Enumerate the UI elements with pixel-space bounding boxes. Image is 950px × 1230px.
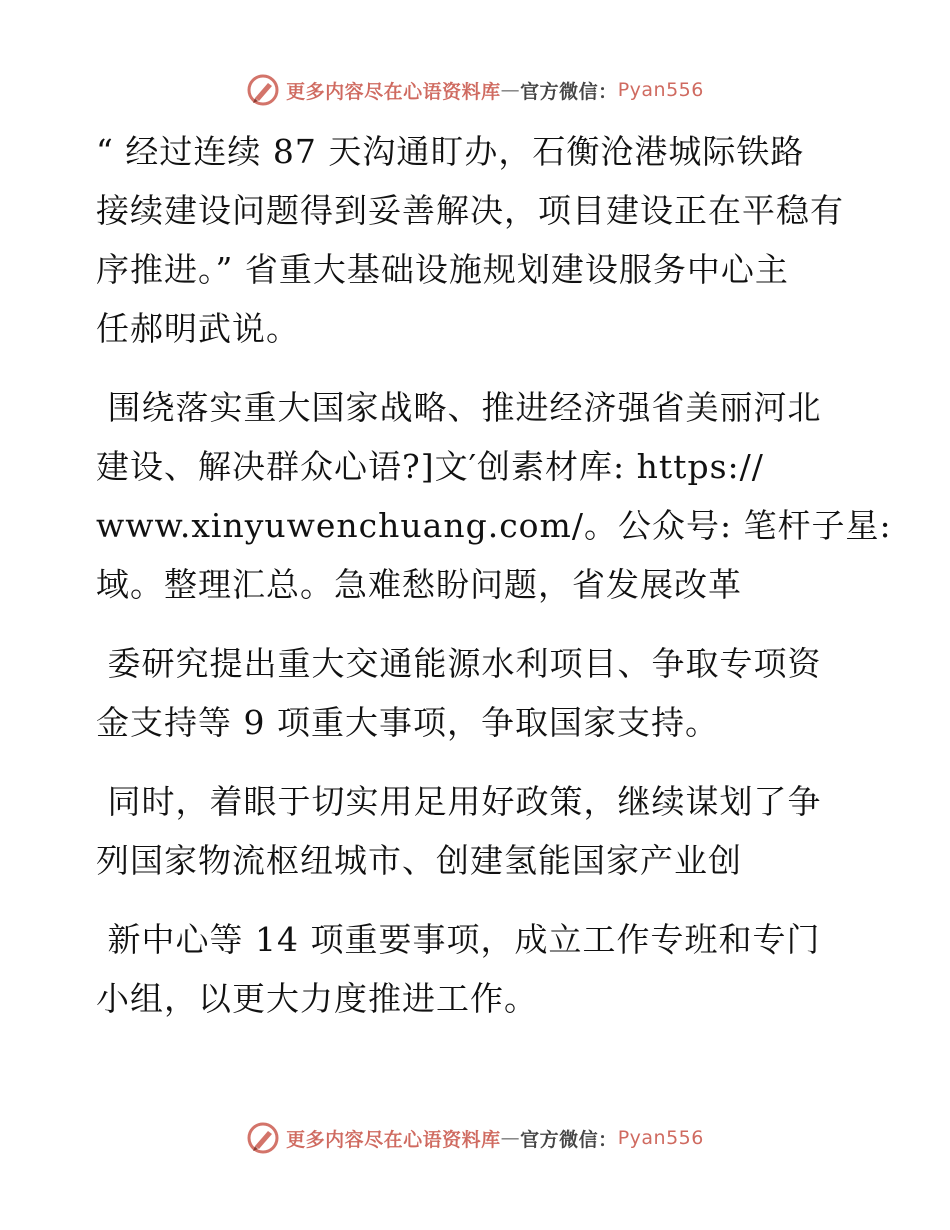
header-dash: —: [500, 79, 521, 101]
text-line: 域。整理汇总。急难愁盼问题，省发展改革: [96, 565, 742, 604]
header-banner: [0, 72, 950, 108]
text-line: 接续建设问题得到妥善解决，项目建设正在平稳有: [96, 191, 844, 230]
document-body: [96, 122, 892, 1048]
pen-logo-icon: [246, 1121, 280, 1155]
text-line: 任郝明武说。: [96, 309, 300, 348]
footer-banner: [0, 1120, 950, 1156]
paragraph: [96, 122, 856, 358]
header-brand-text: 更多内容尽在心语资料库: [286, 80, 501, 103]
footer-wechat-label: 官方微信：: [520, 1128, 618, 1151]
header-wechat-id: Pyan556: [617, 79, 704, 101]
footer-dash: —: [500, 1127, 521, 1149]
header-wechat-label: 官方微信：: [520, 80, 618, 103]
text-line: 金支持等 9 项重大事项，争取国家支持。: [96, 703, 719, 742]
paragraph: [96, 378, 892, 614]
pen-logo-icon: [246, 73, 280, 107]
text-line: 小组，以更大力度推进工作。: [96, 979, 538, 1018]
text-line: www.xinyuwenchuang.com/。公众号: 笔杆子星:: [96, 506, 892, 545]
text-line: 序推进。” 省重大基础设施规划建设服务中心主: [96, 250, 789, 289]
text-line: 列国家物流枢纽城市、创建氢能国家产业创: [96, 841, 742, 880]
footer-wechat-id: Pyan556: [617, 1127, 704, 1149]
footer-brand-text: 更多内容尽在心语资料库: [286, 1128, 501, 1151]
paragraph: [96, 772, 856, 890]
text-line: 新中心等 14 项重要事项，成立工作专班和专门: [96, 920, 821, 959]
text-line: 建设、解决群众心语?]文′创素材库: https://: [96, 447, 764, 486]
paragraph: [96, 634, 856, 752]
text-line: 同时，着眼于切实用足用好政策，继续谋划了争: [96, 782, 822, 821]
paragraph: [96, 910, 856, 1028]
text-line: “ 经过连续 87 天沟通盯办，石衡沧港城际铁路: [96, 132, 805, 171]
text-line: 围绕落实重大国家战略、推进经济强省美丽河北: [96, 388, 822, 427]
text-line: 委研究提出重大交通能源水利项目、争取专项资: [96, 644, 822, 683]
